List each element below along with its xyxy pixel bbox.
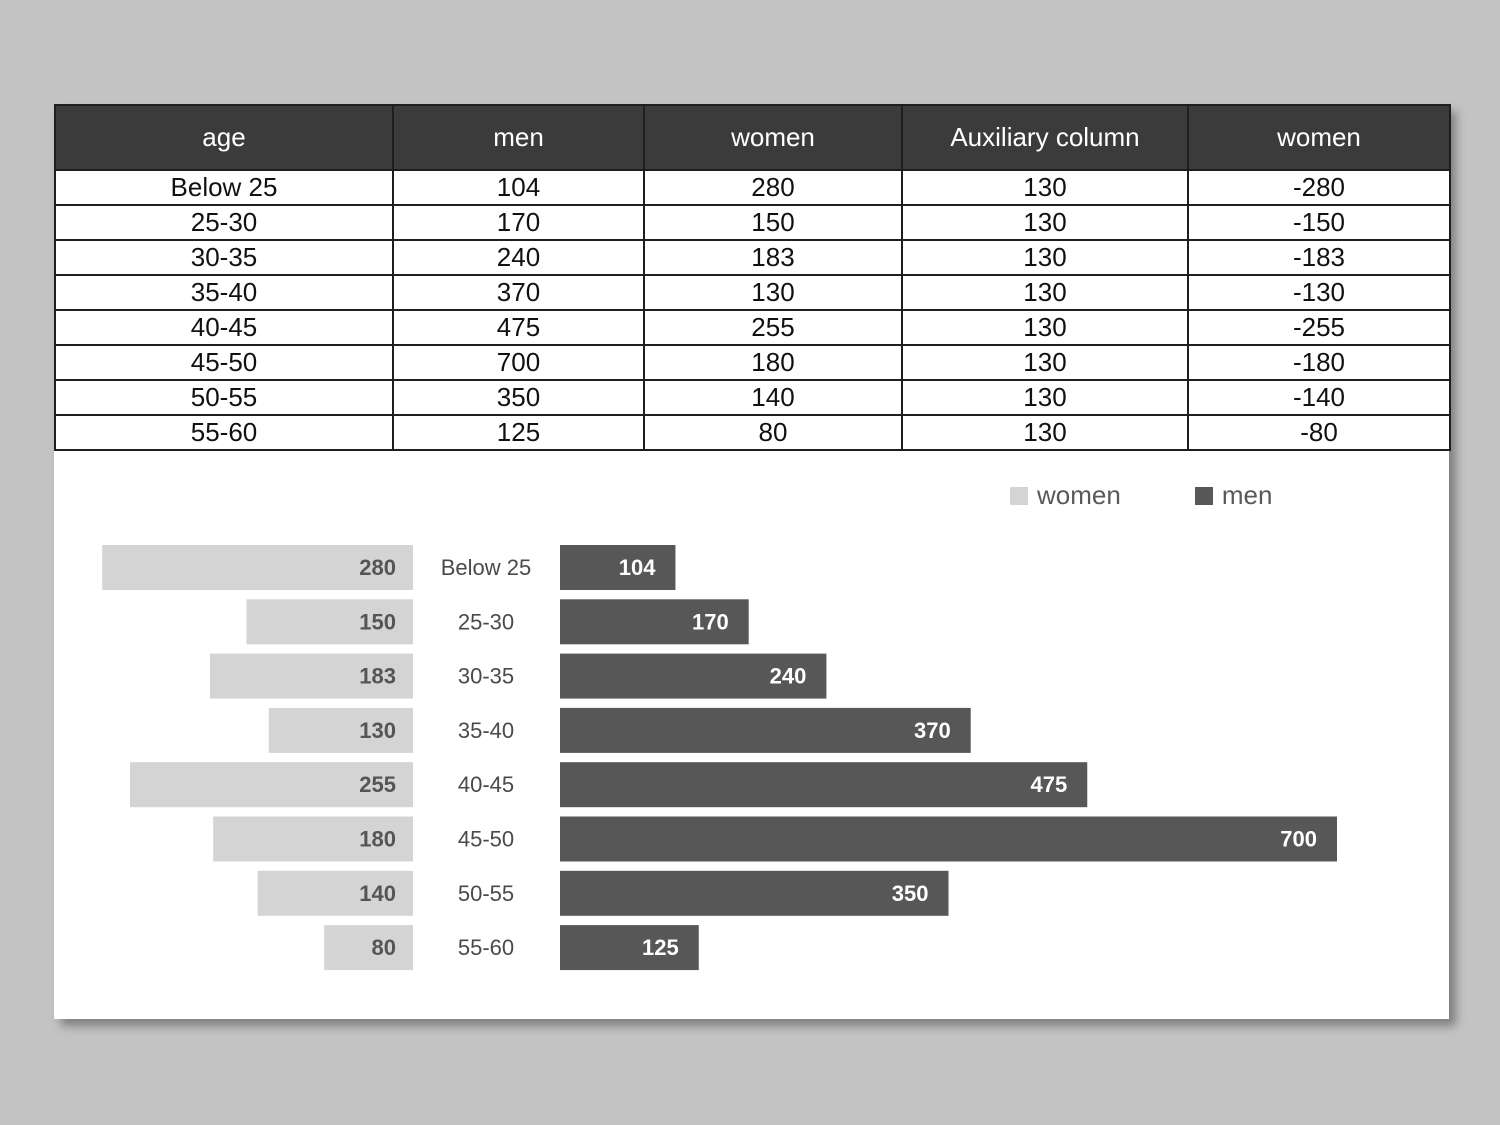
header-men[interactable]: men [393,105,644,170]
table-cell[interactable]: -280 [1188,170,1450,205]
category-label: 30-35 [457,663,515,689]
data-label-men: 104 [618,555,656,580]
table-cell[interactable]: 350 [393,380,644,415]
table-cell[interactable]: 30-35 [55,240,393,275]
data-label-men: 475 [1030,772,1068,798]
table-cell[interactable]: 130 [902,345,1188,380]
table-cell[interactable]: -150 [1188,205,1450,240]
legend-label-women: women [1037,480,1121,510]
table-cell[interactable]: 25-30 [55,205,393,240]
table-cell[interactable]: 35-40 [55,275,393,310]
table-cell[interactable]: 130 [644,275,902,310]
table-cell[interactable]: 130 [902,170,1188,205]
data-label-men: 240 [769,663,807,689]
worksheet [54,104,1449,1019]
table-cell[interactable]: 130 [902,380,1188,415]
category-label: 35-40 [457,717,515,743]
table-cell[interactable]: 180 [644,345,902,380]
table-cell[interactable]: 130 [902,310,1188,345]
table-cell[interactable]: -130 [1188,275,1450,310]
population-pyramid-chart [54,104,1449,1019]
table-cell[interactable]: 130 [902,240,1188,275]
bar-women[interactable] [324,925,413,970]
table-cell[interactable]: 130 [902,415,1188,450]
data-label-men: 350 [891,880,929,906]
data-label-women: 150 [359,609,396,635]
header-women-negative[interactable]: women [1188,105,1450,170]
category-label: Below 25 [440,555,532,580]
bar-men[interactable] [560,817,1337,862]
table-cell[interactable]: 40-45 [55,310,393,345]
table-cell[interactable]: -180 [1188,345,1450,380]
table-cell[interactable]: 140 [644,380,902,415]
table-cell[interactable]: 255 [644,310,902,345]
header-age[interactable]: age [55,105,393,170]
bar-men[interactable] [560,871,949,916]
data-label-women: 80 [371,935,396,961]
category-label: 25-30 [457,609,515,635]
bar-men[interactable] [560,545,675,590]
table-cell[interactable]: 104 [393,170,644,205]
data-label-men: 370 [913,717,951,743]
table-cell[interactable]: 183 [644,240,902,275]
data-label-women: 183 [359,663,396,689]
table-cell[interactable]: Below 25 [55,170,393,205]
table-cell[interactable]: -183 [1188,240,1450,275]
table-cell[interactable]: 55-60 [55,415,393,450]
data-label-men: 170 [691,609,729,635]
table-cell[interactable]: 370 [393,275,644,310]
bar-men[interactable] [560,762,1087,807]
legend-label-men: men [1221,480,1273,510]
data-label-men: 700 [1280,826,1317,852]
bar-men[interactable] [560,708,971,753]
table-cell[interactable]: 130 [902,205,1188,240]
table-cell[interactable]: 700 [393,345,644,380]
table-cell[interactable]: 170 [393,205,644,240]
table-cell[interactable]: -255 [1188,310,1450,345]
data-label-men: 125 [642,935,679,961]
data-label-women: 280 [359,555,396,580]
data-label-women: 180 [359,826,396,852]
table-cell[interactable]: 150 [644,205,902,240]
table-cell[interactable]: 280 [644,170,902,205]
table-cell[interactable]: 45-50 [55,345,393,380]
table-cell[interactable]: -80 [1188,415,1450,450]
table-cell[interactable]: 475 [393,310,644,345]
table-cell[interactable]: 240 [393,240,644,275]
table-cell[interactable]: 50-55 [55,380,393,415]
category-label: 55-60 [457,935,515,961]
category-label: 50-55 [457,880,515,906]
data-label-women: 255 [359,772,396,798]
data-label-women: 130 [359,717,396,743]
table-cell[interactable]: 125 [393,415,644,450]
category-label: 45-50 [457,826,515,852]
category-label: 40-45 [457,772,515,798]
table-cell[interactable]: 80 [644,415,902,450]
header-auxiliary-column[interactable]: Auxiliary column [902,105,1188,170]
header-women[interactable]: women [644,105,902,170]
table-cell[interactable]: 130 [902,275,1188,310]
table-cell[interactable]: -140 [1188,380,1450,415]
data-label-women: 140 [359,880,396,906]
